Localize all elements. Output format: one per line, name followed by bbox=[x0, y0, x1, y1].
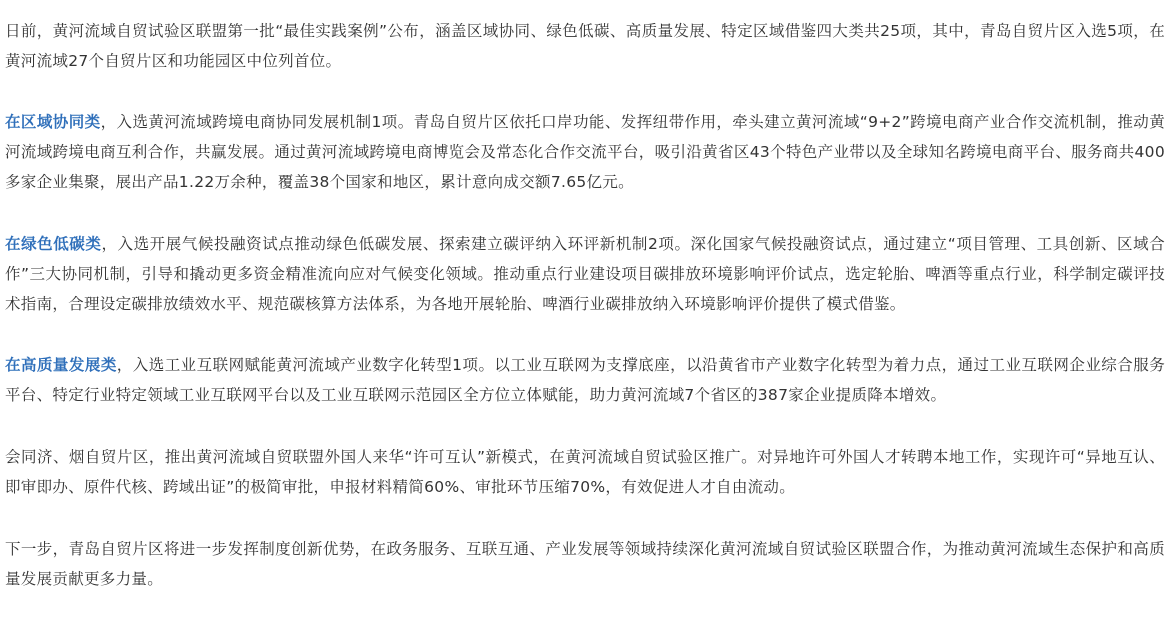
paragraph-text: ，入选开展气候投融资试点推动绿色低碳发展、探索建立碳评纳入环评新机制2项。深化国家气候投融资试点，通过建立“项目管理、工具创新、区域合作”三大协同机制，引导和撬动更多资金精准流向应对气候变化领域。推动重点行业建设项目碳排放环境影响评价试点，选定轮胎、啤酒等重点行业，科学制定碳评技术指南，合理设定碳排放绩效水平、规范碳核算方法体系，为各地开展轮胎、啤酒行业碳排放纳入环境影响评价提供了模式借鉴。 bbox=[5, 235, 1165, 313]
paragraph-text: 日前，黄河流域自贸试验区联盟第一批“最佳实践案例”公布，涵盖区域协同、绿色低碳、高质量发展、特定区域借鉴四大类共25项，其中，青岛自贸片区入选5项，在黄河流域27个自贸片区和功能园区中位列首位。 bbox=[5, 22, 1165, 70]
paragraph-green-low-carbon bbox=[5, 229, 1165, 319]
paragraph-lead-heading: 在高质量发展类 bbox=[5, 356, 117, 374]
paragraph-talent-permit bbox=[5, 442, 1165, 502]
paragraph-lead-heading: 在绿色低碳类 bbox=[5, 235, 102, 253]
paragraph-regional-coordination bbox=[5, 107, 1165, 197]
paragraph-text: 下一步，青岛自贸片区将进一步发挥制度创新优势，在政务服务、互联互通、产业发展等领域持续深化黄河流域自贸试验区联盟合作，为推动黄河流域生态保护和高质量发展贡献更多力量。 bbox=[5, 540, 1165, 588]
paragraph-lead-heading: 在区域协同类 bbox=[5, 113, 101, 131]
paragraph-text: ，入选黄河流域跨境电商协同发展机制1项。青岛自贸片区依托口岸功能、发挥纽带作用，牵头建立黄河流域“9+2”跨境电商产业合作交流机制，推动黄河流域跨境电商互利合作，共赢发展。通过黄河流域跨境电商博览会及常态化合作交流平台，吸引沿黄省区43个特色产业带以及全球知名跨境电商平台、服务商共400多家企业集聚，展出产品1.22万余种，覆盖38个国家和地区，累计意向成交额7.65亿元。 bbox=[5, 113, 1165, 191]
paragraph-text: ，入选工业互联网赋能黄河流域产业数字化转型1项。以工业互联网为支撑底座，以沿黄省市产业数字化转型为着力点，通过工业互联网企业综合服务平台、特定行业特定领域工业互联网平台以及工业互联网示范园区全方位立体赋能，助力黄河流域7个省区的387家企业提质降本增效。 bbox=[5, 356, 1165, 404]
paragraph-high-quality-development bbox=[5, 350, 1165, 410]
paragraph-intro bbox=[5, 16, 1165, 76]
paragraph-text: 会同济、烟自贸片区，推出黄河流域自贸联盟外国人来华“许可互认”新模式，在黄河流域自贸试验区推广。对异地许可外国人才转聘本地工作，实现许可“异地互认、即审即办、原件代核、跨域出证”的极简审批，申报材料精简60%、审批环节压缩70%，有效促进人才自由流动。 bbox=[5, 448, 1165, 496]
paragraph-next-steps bbox=[5, 534, 1165, 594]
